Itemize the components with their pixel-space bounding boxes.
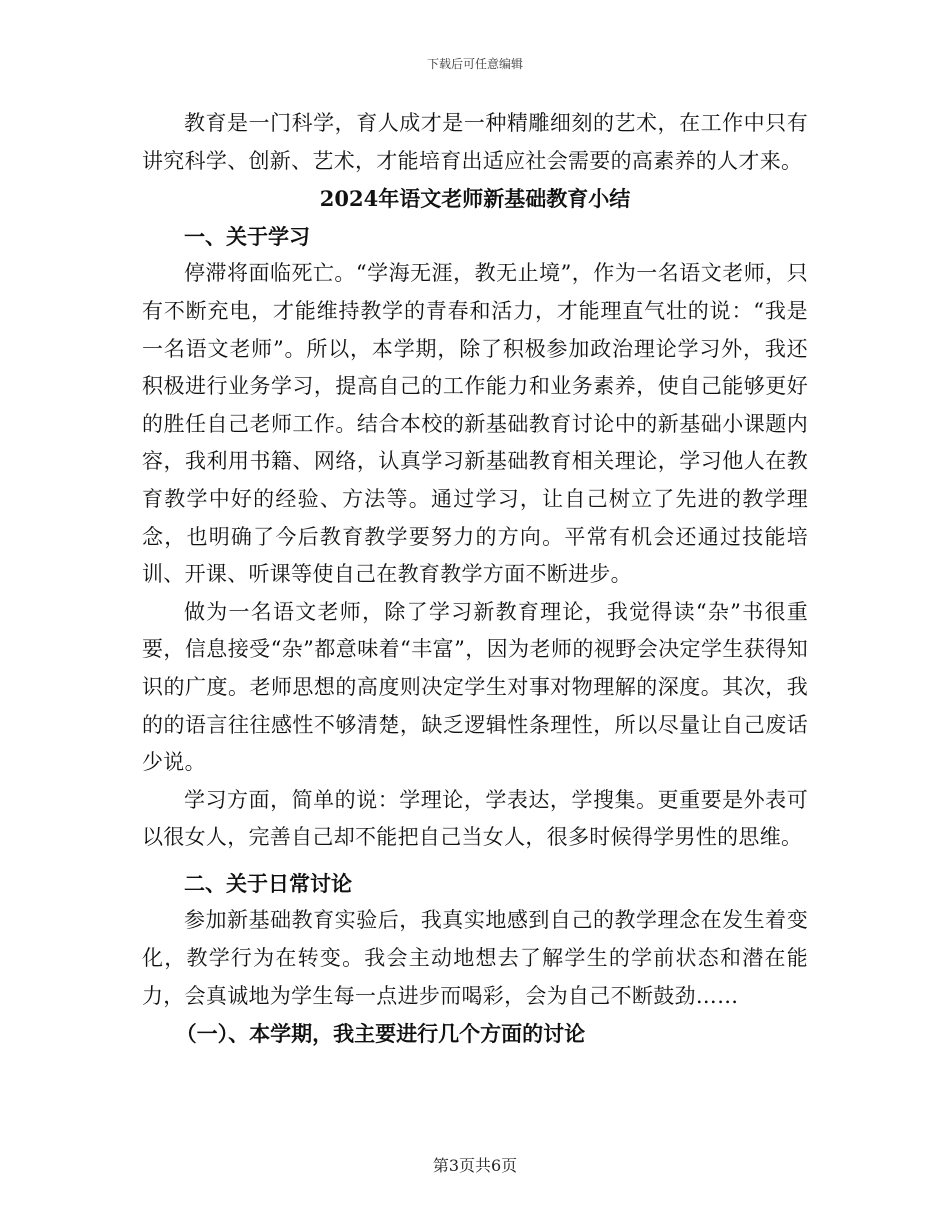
paragraph: 做为一名语文老师，除了学习新教育理论，我觉得读“杂”书很重要，信息接受“杂”都意味着“丰富”，因为老师的视野会决定学生获得知识的广度。老师思想的高度则决定学生对事对物理解的深度。其次，我的的语言往往感性不够清楚，缺乏逻辑性条理性，所以尽量让自己废话少说。 [142, 599, 808, 775]
document-body [142, 105, 808, 1053]
section-heading-learning: 一、关于学习 [184, 223, 310, 249]
paragraph: 学习方面，简单的说：学理论，学表达，学搜集。更重要是外表可以很女人，完善自己却不能把自己当女人，很多时候得学男性的思维。 [142, 787, 808, 850]
sub-heading: （一）、本学期，我主要进行几个方面的讨论 [175, 1021, 586, 1047]
paragraph: 参加新基础教育实验后，我真实地感到自己的教学理念在发生着变化，教学行为在转变。我会主动地想去了解学生的学前状态和潜在能力，会真诚地为学生每一点进步而喝彩，会为自己不断鼓劲…… [142, 908, 808, 1008]
paragraph: 停滞将面临死亡。“学海无涯，教无止境”，作为一名语文老师，只有不断充电，才能维持教学的青春和活力，才能理直气壮的说：“我是一名语文老师”。所以，本学期，除了积极参加政治理论学习外，我还积极进行业务学习，提高自己的工作能力和业务素养，使自己能够更好的胜任自己老师工作。结合本校的新基础教育讨论中的新基础小课题内容，我利用书籍、网络，认真学习新基础教育相关理论，学习他人在教育教学中好的经验、方法等。通过学习，让自己树立了先进的教学理念，也明确了今后教育教学要努力的方向。平常有机会还通过技能培训、开课、听课等使自己在教育教学方面不断进步。 [142, 261, 808, 587]
document-title: 2024年语文老师新基础教育小结 [319, 186, 631, 212]
page-number: 第3页共6页 [432, 1156, 518, 1175]
intro-paragraph: 教育是一门科学，育人成才是一种精雕细刻的艺术，在工作中只有讲究科学、创新、艺术，才能培育出适应社会需要的高素养的人才来。 [142, 111, 808, 173]
section-heading-daily-research: 二、关于日常讨论 [184, 870, 352, 896]
page-header-note: 下载后可任意编辑 [426, 57, 523, 71]
